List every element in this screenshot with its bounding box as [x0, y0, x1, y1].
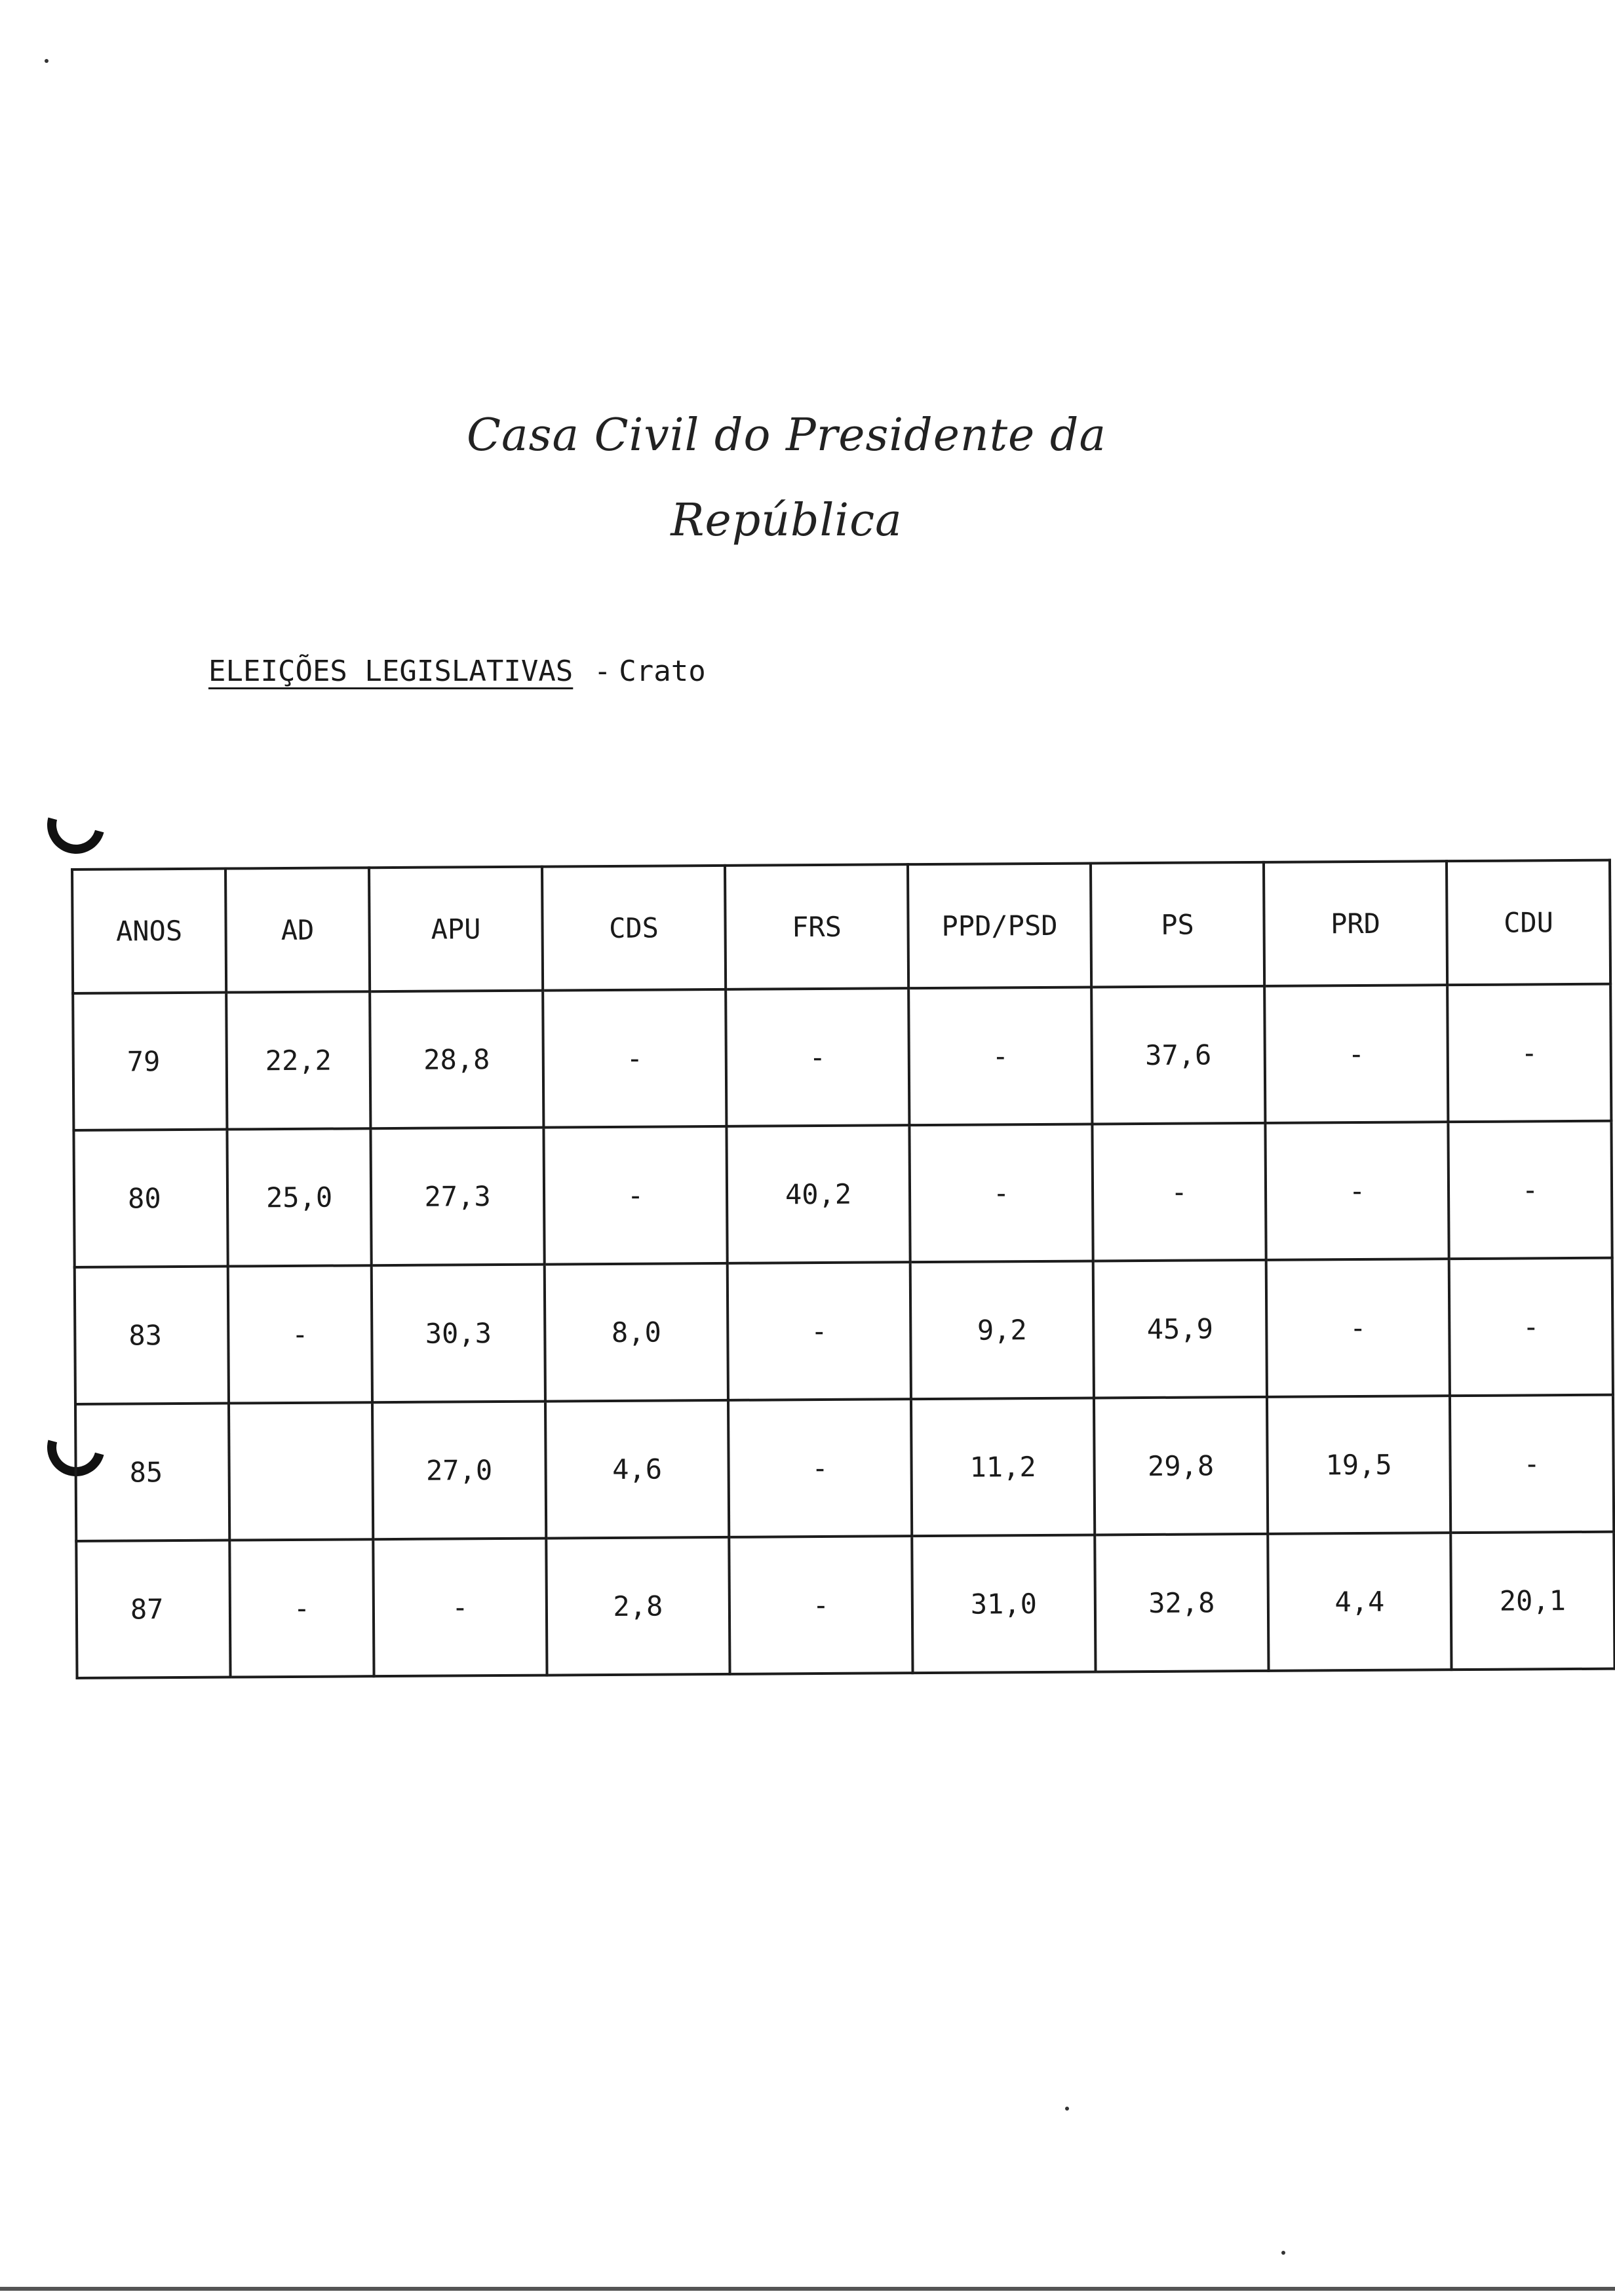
cell-ps: 29,8	[1094, 1397, 1268, 1535]
cell-apu: 28,8	[370, 991, 543, 1129]
cell-apu: 30,3	[372, 1265, 545, 1403]
cell-frs: -	[728, 1399, 912, 1537]
cell-cdu: -	[1450, 1395, 1614, 1533]
table-row	[76, 1532, 1614, 1678]
column-header-cdu: CDU	[1447, 860, 1610, 985]
column-header-prd: PRD	[1264, 861, 1447, 986]
cell-prd: -	[1266, 1259, 1450, 1397]
results-table-container	[71, 868, 1585, 1674]
cell-ppd-psd: 9,2	[910, 1261, 1094, 1399]
cell-cds: 2,8	[546, 1537, 730, 1675]
heading-place: Crato	[619, 655, 706, 688]
column-header-ps: PS	[1091, 862, 1264, 987]
cell-year: 79	[73, 993, 227, 1130]
cell-year: 80	[73, 1130, 227, 1267]
cell-frs: 40,2	[726, 1125, 910, 1263]
cell-ad: 25,0	[227, 1128, 371, 1266]
column-header-apu: APU	[369, 867, 543, 992]
cell-prd: -	[1265, 1122, 1449, 1260]
cell-ppd-psd: 31,0	[912, 1535, 1095, 1673]
cell-cds: 8,0	[545, 1263, 728, 1402]
table-row	[75, 1395, 1614, 1541]
cell-frs: -	[728, 1262, 911, 1400]
cell-apu: -	[373, 1539, 547, 1677]
cell-cdu: -	[1447, 984, 1611, 1122]
cell-prd: -	[1264, 985, 1448, 1123]
letterhead: Casa Civil do Presidente da República	[467, 410, 1106, 546]
cell-ppd-psd: -	[909, 1124, 1093, 1262]
page-bottom-edge	[0, 2287, 1615, 2291]
scan-speck	[1065, 2107, 1069, 2111]
column-header-ppd-psd: PPD/PSD	[908, 863, 1091, 988]
cell-ad: -	[229, 1539, 374, 1677]
cell-apu: 27,3	[370, 1128, 544, 1266]
cell-cds: -	[543, 1126, 727, 1265]
heading-separator: -	[594, 655, 612, 688]
cell-cds: 4,6	[545, 1400, 729, 1539]
cell-ppd-psd: 11,2	[911, 1398, 1095, 1536]
table-row	[75, 1258, 1613, 1404]
scan-speck	[1281, 2251, 1285, 2255]
column-header-frs: FRS	[725, 864, 908, 989]
cell-cds: -	[543, 989, 726, 1128]
column-header-anos: ANOS	[72, 869, 226, 993]
cell-year: 83	[75, 1267, 229, 1404]
table-row	[73, 1121, 1612, 1267]
cell-ppd-psd: -	[908, 987, 1092, 1125]
cell-ad: -	[228, 1265, 372, 1403]
table-row	[73, 984, 1611, 1130]
cell-frs: -	[729, 1536, 912, 1674]
cell-cdu: -	[1449, 1258, 1613, 1396]
cell-frs: -	[726, 988, 909, 1126]
cell-apu: 27,0	[372, 1402, 546, 1540]
cell-ad	[229, 1402, 373, 1540]
binder-hole-mark	[37, 786, 115, 864]
cell-prd: 19,5	[1267, 1396, 1450, 1534]
cell-year: 87	[76, 1540, 230, 1678]
heading-title: ELEIÇÕES LEGISLATIVAS	[208, 655, 574, 688]
cell-year: 85	[75, 1404, 229, 1541]
cell-prd: 4,4	[1268, 1533, 1451, 1671]
document-heading	[208, 649, 706, 695]
cell-ad: 22,2	[226, 991, 370, 1129]
cell-ps: 32,8	[1095, 1534, 1268, 1672]
cell-ps: 37,6	[1091, 986, 1265, 1124]
cell-ps: 45,9	[1093, 1260, 1267, 1398]
election-results-table	[71, 859, 1615, 1679]
column-header-cds: CDS	[542, 866, 726, 991]
cell-ps: -	[1092, 1123, 1266, 1261]
scan-speck	[45, 59, 49, 63]
column-header-ad: AD	[225, 868, 370, 992]
table-header-row	[72, 860, 1610, 993]
cell-cdu: -	[1448, 1121, 1612, 1259]
cell-cdu: 20,1	[1450, 1532, 1614, 1670]
